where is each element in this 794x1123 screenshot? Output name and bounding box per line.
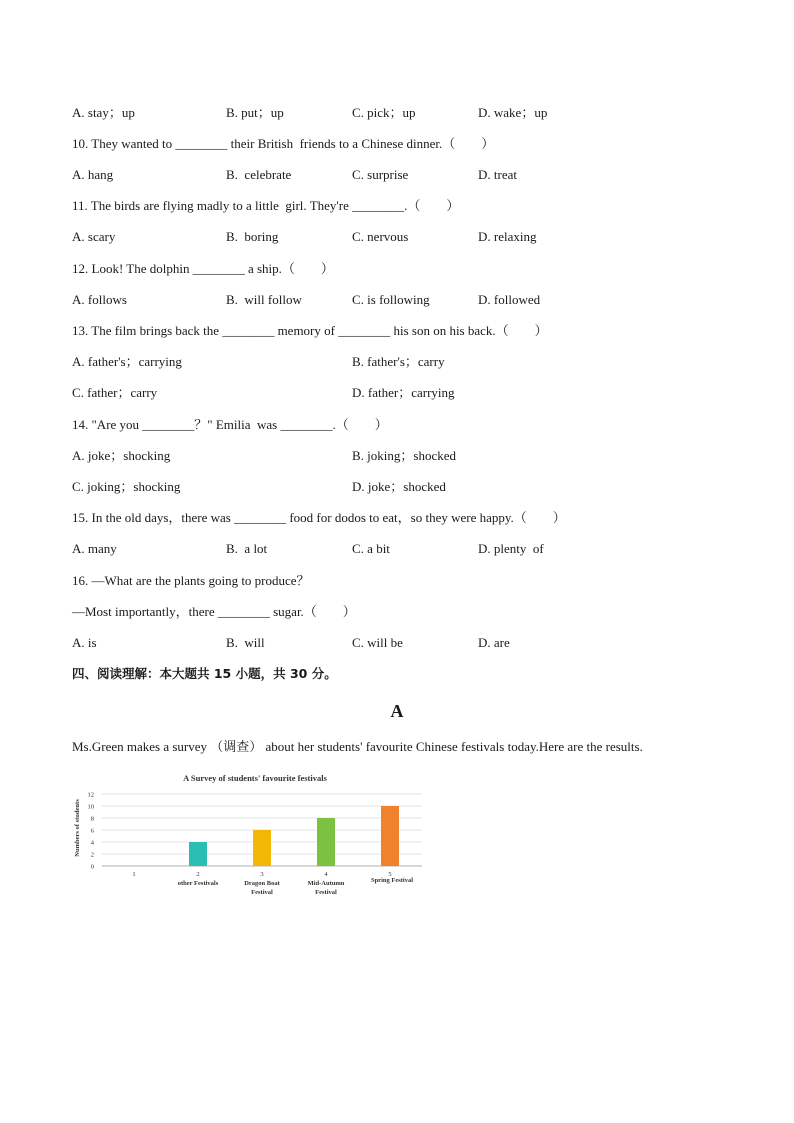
q13-option-b[interactable]: B. father's；carry — [352, 354, 445, 369]
chart-y-ticks — [88, 792, 95, 871]
x-tick-label: Mid-Autumn — [307, 880, 345, 887]
q13-option-d[interactable]: D. father；carrying — [352, 385, 455, 400]
q15-option-a[interactable]: A. many — [72, 541, 117, 556]
q14-option-a[interactable]: A. joke；shocking — [72, 448, 171, 463]
q12-stem: 12. Look! The dolphin ________ a ship.（ ） — [72, 261, 334, 276]
bar-3 — [253, 830, 271, 866]
q10-stem: 10. They wanted to ________ their British friends to a Chinese dinner.（ ） — [72, 136, 495, 151]
q15-option-d[interactable]: D. plenty of — [478, 541, 544, 556]
q9-option-c[interactable]: C. pick；up — [352, 105, 416, 120]
y-tick-label: 8 — [90, 815, 94, 823]
x-tick-number: 5 — [388, 871, 392, 878]
q16-option-d[interactable]: D. are — [478, 635, 510, 650]
q12-option-d[interactable]: D. followed — [478, 292, 541, 307]
q11-option-d[interactable]: D. relaxing — [478, 229, 537, 244]
q14-option-b[interactable]: B. joking；shocked — [352, 448, 456, 463]
x-tick-number: 1 — [132, 871, 136, 878]
q12-option-c[interactable]: C. is following — [352, 292, 430, 307]
q11-option-c[interactable]: C. nervous — [352, 229, 409, 244]
bar-2 — [189, 842, 207, 866]
passage-intro: Ms.Green makes a survey （调查） about her students' favourite Chinese festivals today.Here are the results. — [72, 739, 643, 754]
q10-option-a[interactable]: A. hang — [72, 167, 114, 182]
q11-stem: 11. The birds are flying madly to a little girl. They're ________.（ ） — [72, 198, 460, 213]
q10-option-c[interactable]: C. surprise — [352, 167, 409, 182]
q16-stem-line2: —Most importantly，there ________ sugar.（ ） — [72, 604, 356, 619]
x-tick-label: Spring Festival — [370, 877, 414, 884]
y-tick-label: 12 — [87, 791, 94, 799]
q13-option-a[interactable]: A. father's；carrying — [72, 354, 182, 369]
x-tick-label: other Festivals — [177, 880, 219, 887]
q15-option-c[interactable]: C. a bit — [352, 541, 390, 556]
q13-option-c[interactable]: C. father；carry — [72, 385, 158, 400]
passage-title: A — [390, 701, 404, 721]
q16-option-c[interactable]: C. will be — [352, 635, 403, 650]
q14-stem: 14. "Are you ________？" Emilia was ________.（ ） — [72, 417, 388, 432]
chart-y-axis-label: Numbers of students — [74, 799, 81, 857]
q16-option-b[interactable]: B. will — [226, 635, 265, 650]
q16-stem: 16. —What are the plants going to produce？ — [72, 573, 310, 588]
chart-title: A Survey of students' favourite festivals — [183, 773, 327, 783]
q9-option-d[interactable]: D. wake；up — [478, 105, 548, 120]
q14-option-d[interactable]: D. joke；shocked — [352, 479, 446, 494]
x-tick-label: Festival — [315, 889, 337, 896]
y-tick-label: 6 — [90, 827, 94, 835]
x-tick-number: 3 — [260, 871, 264, 878]
q14-option-c[interactable]: C. joking；shocking — [72, 479, 181, 494]
q13-stem: 13. The film brings back the ________ memory of ________ his son on his back.（ ） — [72, 323, 548, 338]
q16-option-a[interactable]: A. is — [72, 635, 97, 650]
q15-option-b[interactable]: B. a lot — [226, 541, 268, 556]
survey-bar-chart — [70, 770, 430, 900]
y-tick-label: 2 — [90, 851, 94, 859]
x-tick-number: 2 — [196, 871, 200, 878]
chart-bars — [189, 806, 399, 866]
bar-5 — [381, 806, 399, 866]
q15-stem: 15. In the old days，there was ________ food for dodos to eat，so they were happy.（ ） — [72, 510, 566, 525]
y-tick-label: 0 — [90, 863, 94, 871]
y-tick-label: 10 — [87, 803, 94, 811]
q9-option-b[interactable]: B. put；up — [226, 105, 284, 120]
bar-4 — [317, 818, 335, 866]
x-tick-number: 4 — [324, 871, 328, 878]
q11-option-a[interactable]: A. scary — [72, 229, 116, 244]
q10-option-b[interactable]: B. celebrate — [226, 167, 292, 182]
q12-option-a[interactable]: A. follows — [72, 292, 127, 307]
q10-option-d[interactable]: D. treat — [478, 167, 517, 182]
chart-x-labels — [132, 871, 413, 896]
q12-option-b[interactable]: B. will follow — [226, 292, 302, 307]
section-heading: 四、阅读理解：本大题共 15 小题，共 30 分。 — [72, 666, 337, 681]
y-tick-label: 4 — [90, 839, 94, 847]
q11-option-b[interactable]: B. boring — [226, 229, 279, 244]
x-tick-label: Festival — [251, 889, 273, 896]
x-tick-label: Dragon Boat — [244, 880, 280, 887]
q9-option-a[interactable]: A. stay；up — [72, 105, 135, 120]
